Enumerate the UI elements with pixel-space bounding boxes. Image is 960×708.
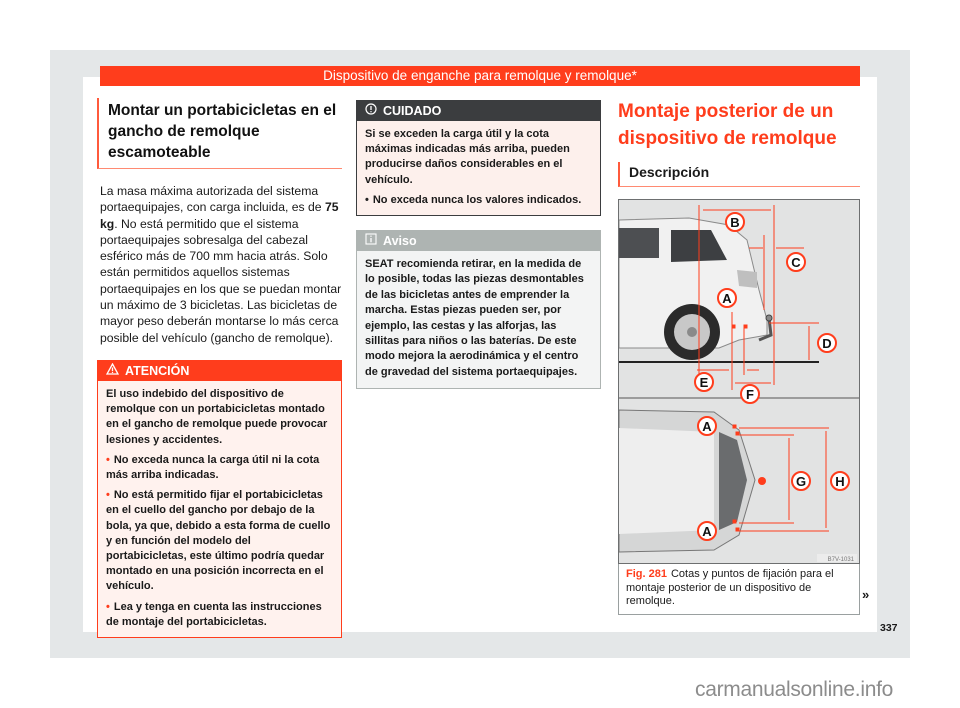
subheading: Descripción — [618, 162, 860, 187]
continue-marker: » — [862, 587, 870, 602]
warning-intro: El uso indebido del dispositivo de remolque con un portabicicletas montado en el gancho de remolque puede provocar lesiones y accidentes. — [106, 387, 328, 446]
warning-bullet — [106, 488, 333, 594]
caution-header — [357, 101, 600, 121]
bullet-text: No está permitido fijar el portabicicletas en el cuello del gancho por debajo de la bola, ya que, debido a esta forma de cuello y en función del modelo del portabicicletas, este último podría quedar montado en una posición incorrecta en el vehículo. — [106, 489, 331, 593]
caution-intro: Si se exceden la carga útil y la cota máximas indicadas más arriba, pueden producirse daños considerables en el vehículo. — [365, 128, 570, 186]
label-B — [726, 213, 744, 231]
svg-text:F: F — [746, 387, 754, 402]
caution-box — [356, 100, 601, 216]
warning-body — [98, 381, 341, 637]
caution-circle-icon — [365, 101, 377, 121]
paragraph-text-rest: . No está permitido que el sistema portaequipajes sobresalga del cabezal esférico más de 700 mm hacia atrás. Solo están permitidos aquellos sistemas portaequipajes en los que se puedan montar un máximo de 3 bicicletas. Las bicicletas de mayor peso deberán montarse lo más cerca posible del vehículo (gancho de remolque). — [100, 216, 342, 345]
notice-header — [357, 231, 600, 251]
body-paragraph — [97, 183, 342, 346]
svg-text:A: A — [702, 419, 712, 434]
warning-triangle-icon — [106, 361, 119, 381]
bullet-dot: • — [106, 600, 110, 613]
label-A — [718, 289, 736, 307]
label-D — [818, 334, 836, 352]
label-G — [792, 472, 810, 490]
caution-bullet — [365, 193, 592, 208]
notice-title: Aviso — [383, 234, 417, 249]
svg-text:G: G — [795, 474, 807, 489]
svg-text:C: C — [791, 255, 801, 270]
svg-text:E: E — [699, 375, 709, 390]
caution-body — [357, 121, 600, 215]
figure-diagram — [618, 199, 860, 564]
section-title: Montar un portabicicletas en el gancho de remolque escamoteable — [97, 98, 342, 169]
main-heading: Montaje posterior de un dispositivo de remolque — [618, 101, 837, 149]
warning-bullet — [106, 600, 333, 630]
bullet-dot: • — [106, 489, 110, 502]
warning-box — [97, 360, 342, 638]
page-number: 337 — [880, 622, 898, 634]
bullet-dot: • — [106, 453, 110, 466]
svg-text:B: B — [730, 215, 740, 230]
svg-text:A: A — [702, 524, 712, 539]
bullet-dot: • — [365, 193, 369, 206]
figure-caption — [618, 564, 860, 615]
info-icon — [365, 231, 377, 251]
label-A-top — [698, 417, 716, 435]
column-left — [97, 98, 342, 638]
svg-text:H: H — [835, 474, 845, 489]
warning-bullet — [106, 453, 333, 483]
label-F — [741, 385, 759, 403]
column-middle — [356, 98, 601, 389]
notice-box — [356, 230, 601, 389]
notice-body — [357, 251, 600, 388]
notice-text: SEAT recomienda retirar, en la medida de lo posible, todas las piezas desmontables de las bicicletas antes de emprender la marcha. Estas piezas pueden ser, por ejemplo, las cestas y las alforjas, las sillitas para niños o las baterías. De este modo mejora la aerodinámica y el centro de gravedad del sistema portaequipajes. — [365, 258, 584, 378]
tow-hitch-diagram — [619, 200, 859, 563]
figure-number: Fig. 281 — [626, 568, 667, 580]
chapter-header: Dispositivo de enganche para remolque y remolque* — [100, 66, 860, 86]
svg-text:A: A — [722, 291, 732, 306]
watermark: carmanualsonline.info — [695, 678, 893, 701]
bullet-text: No exceda nunca la carga útil ni la cota más arriba indicadas. — [106, 453, 320, 481]
svg-text:D: D — [822, 336, 832, 351]
caption-text: Cotas y puntos de fijación para el montaje posterior de un dispositivo de remolque. — [626, 568, 834, 607]
max-load-value: 75 kg — [100, 200, 339, 231]
warning-title: ATENCIÓN — [125, 363, 190, 378]
caution-title: CUIDADO — [383, 104, 442, 118]
label-C — [787, 253, 805, 271]
figure-code: B7V-1031 — [827, 557, 854, 563]
bullet-text: No exceda nunca los valores indicados. — [372, 193, 582, 206]
column-right — [618, 98, 860, 615]
label-E — [695, 373, 713, 391]
paragraph-text: La masa máxima autorizada del sistema portaequipajes, con carga incluida, es de — [100, 184, 325, 215]
label-A-bottom — [698, 522, 716, 540]
bullet-text: Lea y tenga en cuenta las instrucciones de montaje del portabicicletas. — [106, 600, 322, 628]
label-H — [831, 472, 849, 490]
warning-header — [98, 361, 341, 381]
